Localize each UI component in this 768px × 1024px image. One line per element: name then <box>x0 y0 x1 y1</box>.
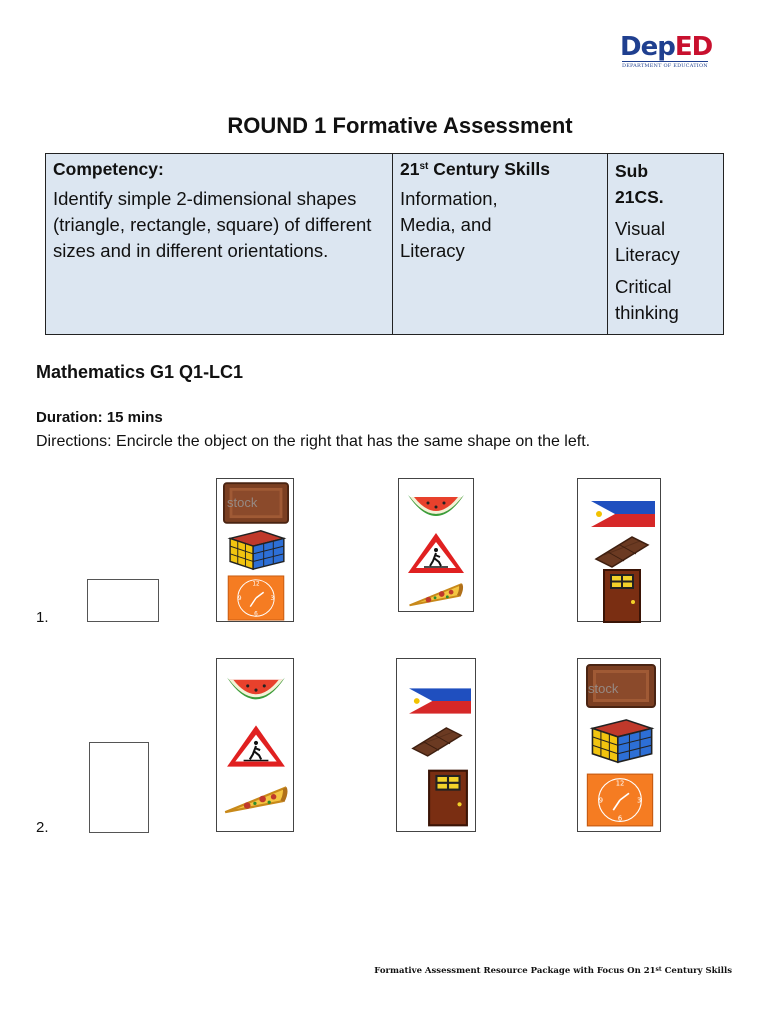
pizza-icon <box>223 779 289 819</box>
clock-icon <box>586 773 654 827</box>
chocolate-bar-icon <box>592 533 652 569</box>
item-1-number: 1. <box>36 609 49 626</box>
item-2-target-shape <box>89 742 149 833</box>
watermark-text: stock <box>588 681 619 696</box>
philippine-flag-icon <box>409 687 471 715</box>
item-2-choice-c[interactable] <box>577 658 661 832</box>
item-1-choice-b[interactable] <box>398 478 474 612</box>
rubiks-cube-icon <box>584 713 658 767</box>
watermelon-icon <box>225 665 287 711</box>
page-title: ROUND 1 Formative Assessment <box>227 113 573 138</box>
sub-skills-cell <box>608 154 723 334</box>
watermark-text: stock <box>227 495 258 510</box>
rubiks-cube-icon <box>222 525 290 573</box>
competency-cell: Competency: Identify simple 2-dimensional shapes (triangle, rectangle, square) of different sizes and in different orientations. <box>46 154 393 334</box>
item-1-target-shape <box>87 579 159 622</box>
directions-text: Directions: Encircle the object on the right that has the same shape on the left. <box>36 433 591 450</box>
sub-header: Sub 21CS. <box>615 161 664 207</box>
door-icon <box>602 569 642 623</box>
competency-text: Identify simple 2-dimensional shapes (triangle, rectangle, square) of different sizes and in different orientations. <box>53 188 372 261</box>
sub-item-critical-thinking: Critical thinking <box>615 276 679 323</box>
door-icon <box>427 769 469 827</box>
pedestrian-sign-icon <box>406 531 466 575</box>
item-2-number: 2. <box>36 819 49 836</box>
skills-text: Information, Media, and Literacy <box>400 188 498 261</box>
duration-label: Duration: 15 mins <box>36 409 163 426</box>
pedestrian-sign-icon <box>225 723 287 769</box>
item-2-choice-a[interactable] <box>216 658 294 832</box>
pizza-icon <box>405 577 467 611</box>
item-1-choice-a[interactable] <box>216 478 294 622</box>
skills-cell <box>393 154 608 334</box>
sub-item-visual-literacy: Visual Literacy <box>615 218 680 265</box>
watermelon-icon <box>406 483 466 527</box>
footer-text: Formative Assessment Resource Package with Focus On 21st Century Skills <box>374 966 732 976</box>
item-2-choice-b[interactable] <box>396 658 476 832</box>
competency-table <box>45 153 724 335</box>
item-1-choice-c[interactable] <box>577 478 661 622</box>
subject-heading: Mathematics G1 Q1-LC1 <box>36 362 244 382</box>
skills-header: 21st Century Skills <box>400 159 550 179</box>
chocolate-bar-icon <box>409 723 465 759</box>
deped-logo: DepED DEPARTMENT OF EDUCATION <box>620 32 713 69</box>
philippine-flag-icon <box>590 501 656 527</box>
clock-icon <box>226 575 286 621</box>
